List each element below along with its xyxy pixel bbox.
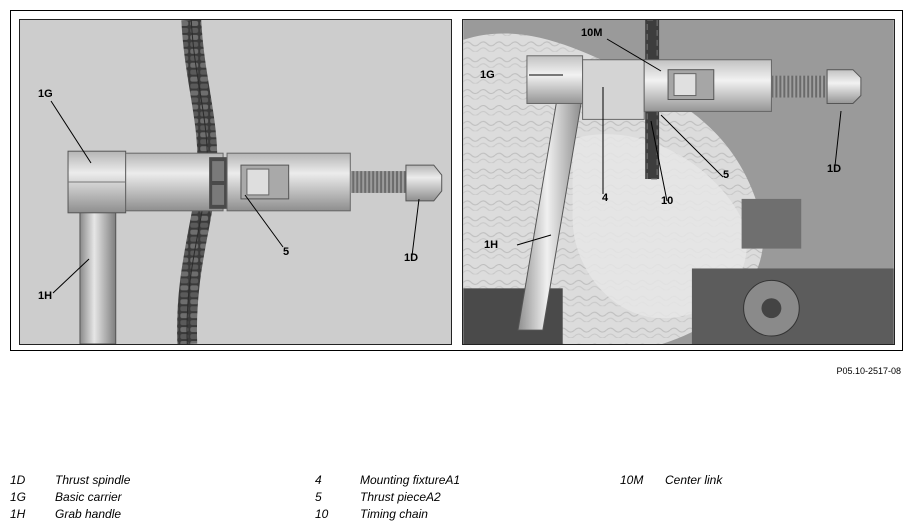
callout-10m-right: 10M xyxy=(581,27,603,39)
callout-1g-right: 1G xyxy=(480,69,495,81)
legend-label: Center link xyxy=(665,473,723,487)
right-photo xyxy=(462,19,895,345)
callout-10-right: 10 xyxy=(661,195,674,207)
callout-1h-left: 1H xyxy=(38,290,53,302)
legend-code: 1H xyxy=(10,507,26,521)
legend-code: 1D xyxy=(10,473,26,487)
callout-4-right: 4 xyxy=(602,192,609,204)
figure-frame xyxy=(10,10,903,351)
legend-code: 5 xyxy=(315,490,322,504)
legend-code: 4 xyxy=(315,473,322,487)
callout-5-left: 5 xyxy=(283,246,290,258)
legend xyxy=(0,473,913,531)
right-photo-illustration xyxy=(463,20,894,344)
legend-label: Basic carrier xyxy=(55,490,122,504)
legend-code: 1G xyxy=(10,490,27,504)
callout-1d-left: 1D xyxy=(404,252,419,264)
figure-reference: P05.10-2517-08 xyxy=(836,366,901,376)
legend-label: Thrust spindle xyxy=(55,473,131,487)
legend-label: Grab handle xyxy=(55,507,122,521)
callout-5-right: 5 xyxy=(723,169,730,181)
legend-code: 10 xyxy=(315,507,329,521)
left-photo xyxy=(19,19,452,345)
callout-1g-left: 1G xyxy=(38,88,53,100)
callout-1d-right: 1D xyxy=(827,163,842,175)
callout-1h-right: 1H xyxy=(484,239,499,251)
left-photo-illustration xyxy=(20,20,451,344)
legend-code: 10M xyxy=(620,473,644,487)
legend-label: Mounting fixtureA1 xyxy=(360,473,461,487)
legend-label: Thrust pieceA2 xyxy=(360,490,441,504)
legend-label: Timing chain xyxy=(360,507,428,521)
